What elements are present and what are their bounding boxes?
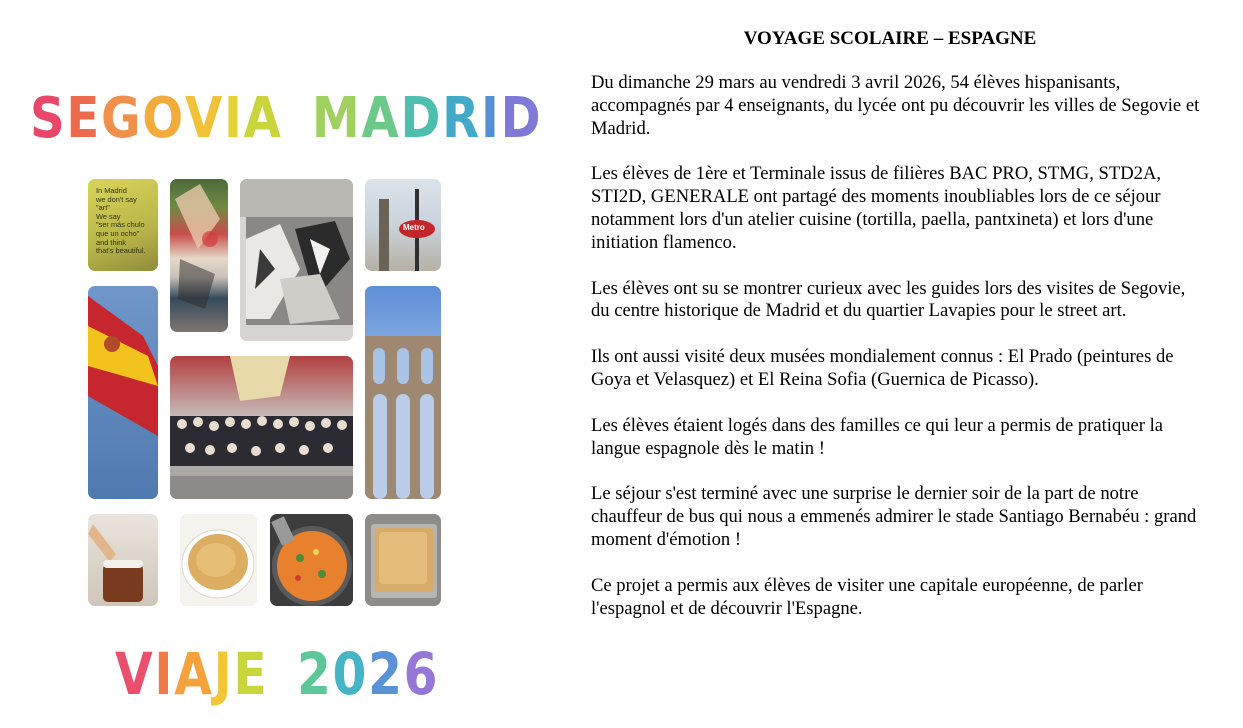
photo-pantxineta (365, 514, 441, 606)
document-title: VOYAGE SCOLAIRE – ESPAGNE (743, 28, 1037, 49)
sign-text-line: "ser más chulo (96, 220, 145, 230)
pantxineta-tray (365, 514, 441, 606)
paragraph: Les élèves étaient logés dans des familles ce qui leur a permis de pratiquer la langue espagnole dès le matin ! (591, 414, 1164, 459)
paragraph: Du dimanche 29 mars au vendredi 3 avril 2026, 54 élèves hispanisants, accompagnés par 4 enseignants, du lycée ont pu découvrir les villes de Segovie et Madrid. (591, 72, 1200, 139)
flag-shape (88, 286, 158, 499)
headline-top-letter: E (66, 86, 102, 151)
headline-bottom-letter: A (174, 640, 214, 708)
headline-top-letter: R (442, 86, 481, 151)
sign-text-line: that's beautiful. (96, 246, 146, 256)
photo-guernica (240, 179, 353, 341)
headline-bottom-letter: V (115, 640, 155, 708)
headline-top-letter: O (142, 86, 185, 151)
headline-viaje-2026 (115, 640, 439, 708)
photo-churros (88, 514, 158, 606)
headline-bottom-letter: 6 (403, 640, 440, 708)
headline-bottom-letter: 2 (368, 640, 404, 708)
headline-top-letter: V (184, 86, 224, 151)
sign-text-line: we don't say (96, 194, 137, 204)
headline-top-letter: S (30, 86, 67, 151)
sign-text-line: que un ocho" (96, 228, 140, 238)
headline-bottom-letter: J (213, 640, 234, 708)
headline-top-letter: G (101, 86, 143, 151)
churros-cup (88, 514, 158, 606)
photo-segovia-aqueduct (365, 286, 441, 499)
headline-bottom-letter: E (233, 640, 269, 708)
headline-top-letter: D (500, 86, 543, 151)
document-body (591, 72, 1206, 643)
headline-bottom-letter: 2 (296, 640, 333, 708)
sign-text-line: We say (96, 211, 121, 221)
photo-group (170, 356, 353, 499)
paragraph: Le séjour s'est terminé avec une surprise le dernier soir de la part de notre chauffeur de bus qui nous a emmenés admirer le stade Santiago Bernabéu : grand moment d'émotion ! (591, 483, 1197, 550)
paragraph: Les élèves de 1ère et Terminale issus de filières BAC PRO, STMG, STD2A, STI2D, GENERALE ont partagé des moments inoubliables lors de ce séjour notamment lors d'un atelier cuisine (tortilla, paella, pantxineta) et lors d'une initiation flamenco. (591, 163, 1162, 253)
paragraph: Ce projet a permis aux élèves de visiter une capitale européenne, de parler l'espagnol et de découvrir l'Espagne. (591, 574, 1143, 619)
headline-top-letter: I (223, 86, 244, 151)
paella-pan (270, 514, 353, 606)
sign-text-line: In Madrid (96, 186, 127, 195)
metro-sign-text: Metro (403, 223, 425, 232)
group-crowd (170, 356, 353, 499)
photo-tortilla (180, 514, 257, 606)
photo-spanish-flag (88, 286, 158, 499)
headline-bottom-letter: I (154, 640, 175, 708)
photo-street-art-mural (170, 179, 228, 332)
mural-shapes (170, 179, 228, 332)
paragraph: Les élèves ont su se montrer curieux avec les guides lors des visites de Segovie, du centre historique de Madrid et du quartier Lavapies pour le street art. (591, 277, 1186, 322)
headline-bottom-letter: 0 (332, 640, 369, 708)
headline-segovia-madrid (30, 86, 542, 151)
tortilla-plate (180, 514, 257, 606)
headline-top-letter: I (480, 86, 501, 151)
aqueduct-arches (365, 286, 441, 499)
photo-metro-sign (365, 179, 441, 271)
headline-top-letter: M (311, 86, 362, 151)
photo-madrid-sign (88, 179, 158, 271)
sign-text-line: and think (96, 237, 126, 247)
paragraph: Ils ont aussi visité deux musées mondialement connus : El Prado (peintures de Goya et Velasquez) et El Reina Sofia (Guernica de Picasso). (591, 346, 1174, 390)
headline-top-letter: A (361, 86, 401, 151)
sign-text-line: "art" (96, 203, 110, 213)
headline-top-letter: D (400, 86, 443, 151)
photo-paella (270, 514, 353, 606)
guernica-painting (240, 179, 353, 341)
headline-top-letter: A (243, 86, 283, 151)
